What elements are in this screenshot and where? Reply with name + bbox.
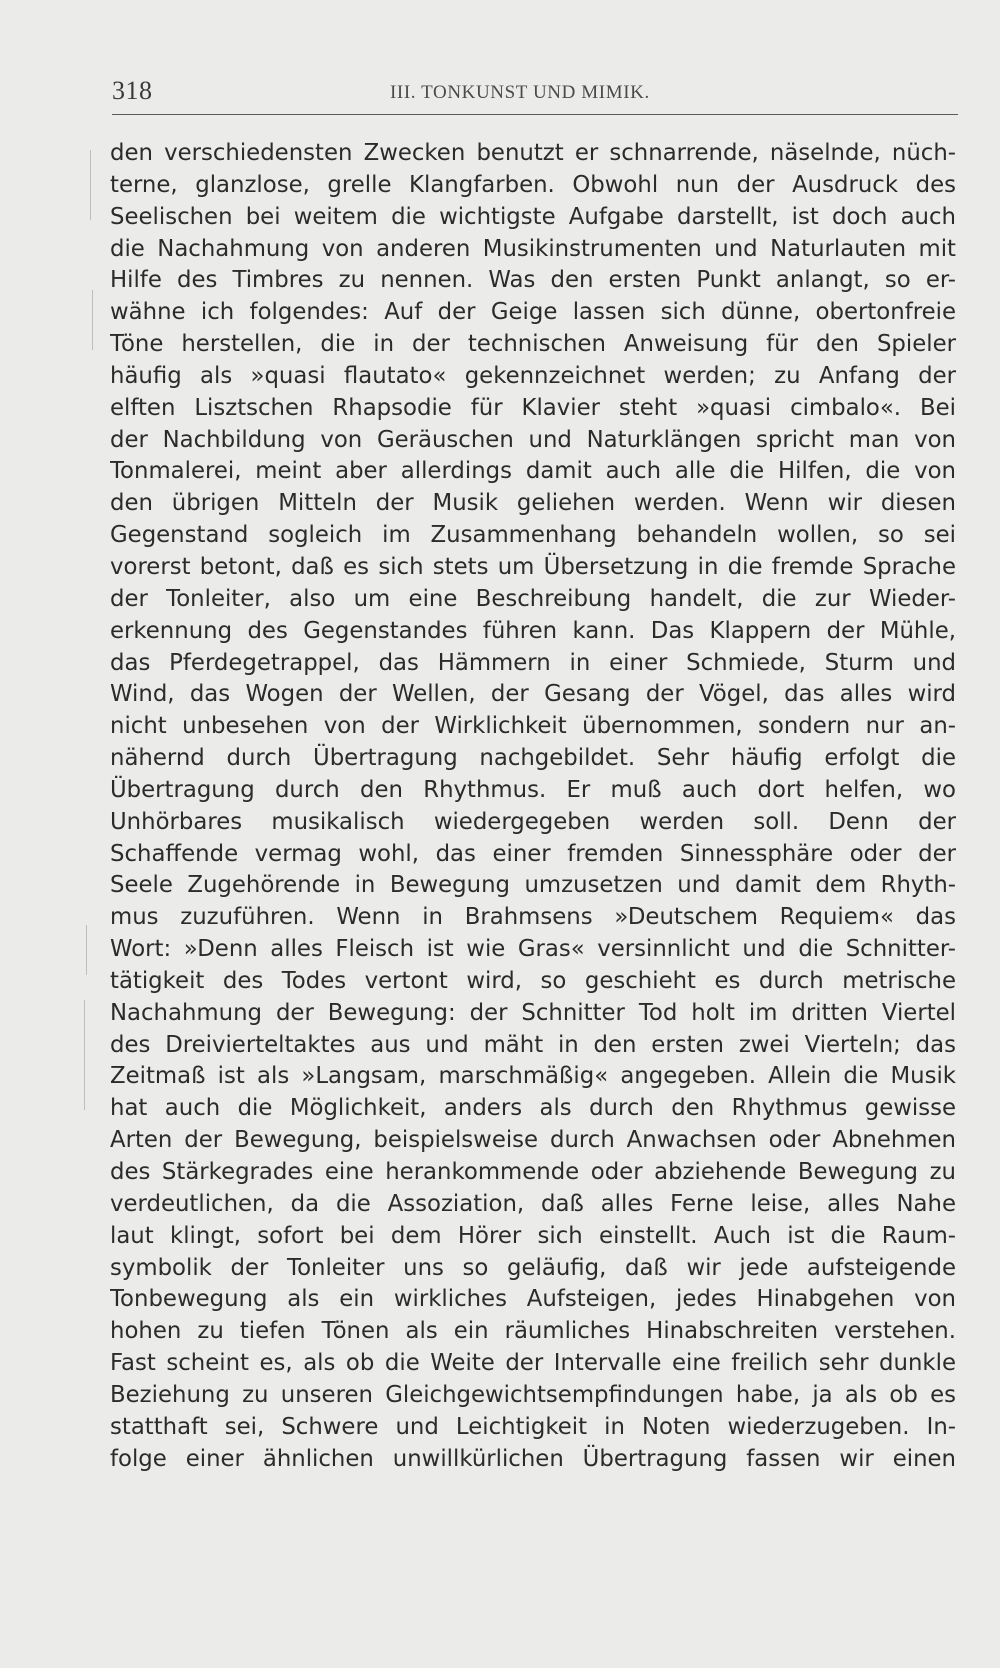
text-line: die Nachahmung von anderen Musikinstrumenten und Naturlauten mit — [110, 235, 956, 262]
text-line: vorerst betont, daß es sich stets um Übersetzung in die fremde Sprache — [110, 553, 956, 580]
text-line: Gegenstand sogleich im Zusammenhang behandeln wollen, so sei — [110, 522, 956, 549]
text-line: laut klingt, sofort bei dem Hörer sich einstellt. Auch ist die Raum- — [110, 1222, 956, 1249]
text-line: der Tonleiter, also um eine Beschreibung handelt, die zur Wieder- — [110, 585, 956, 612]
text-line: Seelischen bei weitem die wichtigste Aufgabe darstellt, ist doch auch — [110, 203, 956, 230]
text-line: Nachahmung der Bewegung: der Schnitter Tod holt im dritten Viertel — [110, 999, 956, 1026]
text-line: Zeitmaß ist als »Langsam, marschmäßig« angegeben. Allein die Musik — [110, 1063, 956, 1090]
margin-pencil-mark — [84, 1000, 85, 1110]
text-line: tätigkeit des Todes vertont wird, so geschieht es durch metrische — [110, 967, 956, 994]
page-header — [112, 76, 958, 116]
text-line: Wind, das Wogen der Wellen, der Gesang der Vögel, das alles wird — [110, 681, 956, 708]
text-line: nähernd durch Übertragung nachgebildet. Sehr häufig erfolgt die — [110, 745, 956, 772]
text-line: Übertragung durch den Rhythmus. Er muß auch dort helfen, wo — [110, 776, 956, 803]
text-line: Tonmalerei, meint aber allerdings damit auch alle die Hilfen, die von — [110, 458, 956, 485]
text-line: verdeutlichen, da die Assoziation, daß alles Ferne leise, alles Nahe — [110, 1190, 956, 1217]
text-line: erkennung des Gegenstandes führen kann. Das Klappern der Mühle, — [110, 617, 956, 644]
text-line: wähne ich folgendes: Auf der Geige lassen sich dünne, obertonfreie — [110, 299, 956, 326]
text-line: hohen zu tiefen Tönen als ein räumliches Hinabschreiten verstehen. — [110, 1318, 956, 1345]
text-line: der Nachbildung von Geräuschen und Naturklängen spricht man von — [110, 426, 956, 453]
text-line: Unhörbares musikalisch wiedergegeben werden soll. Denn der — [110, 808, 956, 835]
page-number: 318 — [112, 76, 153, 105]
text-line: des Stärkegrades eine herankommende oder abziehende Bewegung zu — [110, 1159, 956, 1185]
text-line: den übrigen Mitteln der Musik geliehen werden. Wenn wir diesen — [110, 490, 956, 517]
text-line: Tonbewegung als ein wirkliches Aufsteigen, jedes Hinabgehen von — [110, 1286, 956, 1313]
text-line: hat auch die Möglichkeit, anders als durch den Rhythmus gewisse — [110, 1095, 956, 1122]
text-line: Hilfe des Timbres zu nennen. Was den ersten Punkt anlangt, so er- — [110, 267, 956, 294]
text-line: Fast scheint es, als ob die Weite der Intervalle eine freilich sehr dunkle — [110, 1350, 956, 1377]
body-text — [110, 138, 956, 1475]
running-head: III. TONKUNST UND MIMIK. — [390, 82, 650, 103]
text-line: den verschiedensten Zwecken benutzt er schnarrende, näselnde, nüch- — [110, 140, 956, 166]
text-line: Töne herstellen, die in der technischen Anweisung für den Spieler — [110, 331, 956, 358]
text-line: nicht unbesehen von der Wirklichkeit übernommen, sondern nur an- — [110, 713, 956, 740]
text-line: elften Lisztschen Rhapsodie für Klavier steht »quasi cimbalo«. Bei — [110, 394, 956, 421]
text-line: Beziehung zu unseren Gleichgewichtsempfindungen habe, ja als ob es — [110, 1381, 956, 1408]
text-line: terne, glanzlose, grelle Klangfarben. Obwohl nun der Ausdruck des — [110, 171, 956, 198]
text-line: Schaffende vermag wohl, das einer fremden Sinnessphäre oder der — [110, 840, 956, 867]
text-line: häufig als »quasi flautato« gekennzeichnet werden; zu Anfang der — [110, 362, 956, 389]
text-line: des Dreivierteltaktes aus und mäht in den ersten zwei Vierteln; das — [110, 1031, 956, 1058]
text-line: Wort: »Denn alles Fleisch ist wie Gras« versinnlicht und die Schnitter- — [110, 936, 956, 963]
text-line: symbolik der Tonleiter uns so geläufig, daß wir jede aufsteigende — [110, 1254, 956, 1281]
margin-pencil-mark — [86, 925, 87, 975]
text-line: Seele Zugehörende in Bewegung umzusetzen und damit dem Rhyth- — [110, 872, 956, 899]
text-line: Arten der Bewegung, beispielsweise durch Anwachsen oder Abnehmen — [110, 1127, 956, 1154]
text-line: statthaft sei, Schwere und Leichtigkeit in Noten wiederzugeben. In- — [110, 1413, 956, 1440]
header-rule — [112, 114, 958, 115]
margin-pencil-mark — [92, 290, 93, 350]
text-line: das Pferdegetrappel, das Hämmern in einer Schmiede, Sturm und — [110, 649, 956, 676]
margin-pencil-mark — [90, 150, 91, 220]
text-line: mus zuzuführen. Wenn in Brahmsens »Deutschem Requiem« das — [110, 904, 956, 931]
text-line: folge einer ähnlichen unwillkürlichen Übertragung fassen wir einen — [110, 1445, 956, 1472]
